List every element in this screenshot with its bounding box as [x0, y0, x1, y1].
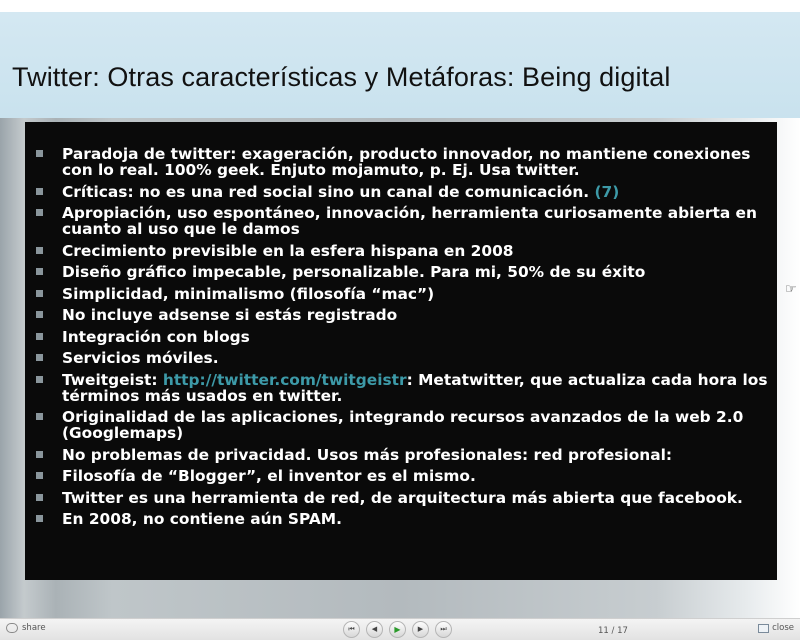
- next-slide-button[interactable]: [412, 621, 429, 638]
- bullet-item: [36, 468, 776, 484]
- bullet-item: [36, 350, 776, 366]
- bullet-item: [36, 307, 776, 323]
- bullet-item: [36, 329, 776, 345]
- bullet-item: [36, 264, 776, 280]
- bullet-text: No incluye adsense si estás registrado: [62, 306, 398, 324]
- skip-back-icon: ⏮: [348, 625, 355, 633]
- bullet-square-icon: [36, 247, 43, 254]
- close-button[interactable]: [758, 623, 794, 633]
- previous-icon: ◀: [371, 625, 378, 633]
- bullet-link[interactable]: (7): [594, 182, 620, 201]
- slide-title: Twitter: Otras características y Metáforas: Being digital: [12, 62, 671, 92]
- bullet-square-icon: [36, 413, 43, 420]
- hand-pointer-icon: ☞: [785, 282, 797, 297]
- bullet-square-icon: [36, 354, 43, 361]
- bullet-text: Simplicidad, minimalismo (filosofía “mac”): [62, 284, 435, 303]
- bullet-square-icon: [36, 209, 43, 216]
- bullet-square-icon: [36, 472, 43, 479]
- previous-slide-button[interactable]: [366, 621, 383, 638]
- bullet-text: Paradoja de twitter: exageración, producto innovador, no mantiene conexiones con lo real. 100% geek. Enjuto mojamuto, p. Ej. Usa twitter.: [62, 145, 751, 179]
- bullet-text: Servicios móviles.: [62, 349, 219, 367]
- bullet-item: [36, 243, 776, 259]
- bullet-text: Crecimiento previsible en la esfera hispana en 2008: [62, 241, 514, 260]
- next-icon: ▶: [417, 625, 424, 633]
- bullet-square-icon: [36, 290, 43, 297]
- close-icon: [758, 624, 769, 633]
- bullet-link[interactable]: http://twitter.com/twitgeistr: [162, 370, 407, 389]
- bullet-square-icon: [36, 451, 43, 458]
- bullet-square-icon: [36, 333, 43, 340]
- bullet-text: Filosofía de “Blogger”, el inventor es el mismo.: [62, 467, 476, 485]
- bullet-text: Críticas: no es una red social sino un canal de comunicación.: [62, 182, 595, 201]
- top-margin: [0, 0, 800, 12]
- bullet-square-icon: [36, 494, 43, 501]
- bullet-square-icon: [36, 376, 43, 383]
- bullet-item: [36, 146, 776, 178]
- bullet-item: [36, 184, 776, 200]
- last-slide-button[interactable]: [435, 621, 452, 638]
- slide-title-bar: [0, 12, 800, 118]
- bullet-item: [36, 490, 776, 506]
- bullet-text: Twitter es una herramienta de red, de arquitectura más abierta que facebook.: [62, 488, 743, 507]
- bullet-square-icon: [36, 188, 43, 195]
- close-label: close: [772, 623, 794, 633]
- skip-forward-icon: ⏭: [440, 625, 447, 633]
- bullet-text: Integración con blogs: [62, 327, 250, 346]
- bullet-square-icon: [36, 515, 43, 522]
- viewer-toolbar: [0, 618, 800, 640]
- bullet-text: : Metatwitter, que actualiza cada hora los términos más usados en twitter.: [62, 370, 768, 405]
- bullet-item: [36, 409, 776, 441]
- first-slide-button[interactable]: [343, 621, 360, 638]
- bullet-text: Tweitgeist:: [62, 370, 163, 389]
- bullet-square-icon: [36, 150, 43, 157]
- bullet-text: No problemas de privacidad. Usos más profesionales: red profesional:: [62, 445, 673, 464]
- bullet-item: [36, 447, 776, 463]
- bullet-text: Originalidad de las aplicaciones, integrando recursos avanzados de la web 2.0 (Googlemaps): [62, 408, 744, 442]
- bullet-list: [36, 146, 776, 533]
- bullet-square-icon: [36, 268, 43, 275]
- bullet-text: Diseño gráfico impecable, personalizable. Para mi, 50% de su éxito: [62, 263, 646, 281]
- bullet-text: Apropiación, uso espontáneo, innovación, herramienta curiosamente abierta en cuanto al uso que le damos: [62, 204, 757, 238]
- bullet-text: En 2008, no contiene aún SPAM.: [62, 510, 342, 528]
- share-icon: [6, 623, 18, 633]
- bullet-item: [36, 286, 776, 302]
- bullet-square-icon: [36, 311, 43, 318]
- play-icon: ▶: [394, 624, 401, 634]
- page-counter: 11 / 17: [598, 626, 628, 636]
- share-button[interactable]: [6, 623, 46, 633]
- play-button[interactable]: [389, 621, 406, 638]
- bullet-item: [36, 205, 776, 237]
- share-label: share: [22, 623, 46, 633]
- bullet-item: [36, 511, 776, 527]
- bullet-item: [36, 372, 776, 404]
- slide-navigation: [343, 621, 452, 638]
